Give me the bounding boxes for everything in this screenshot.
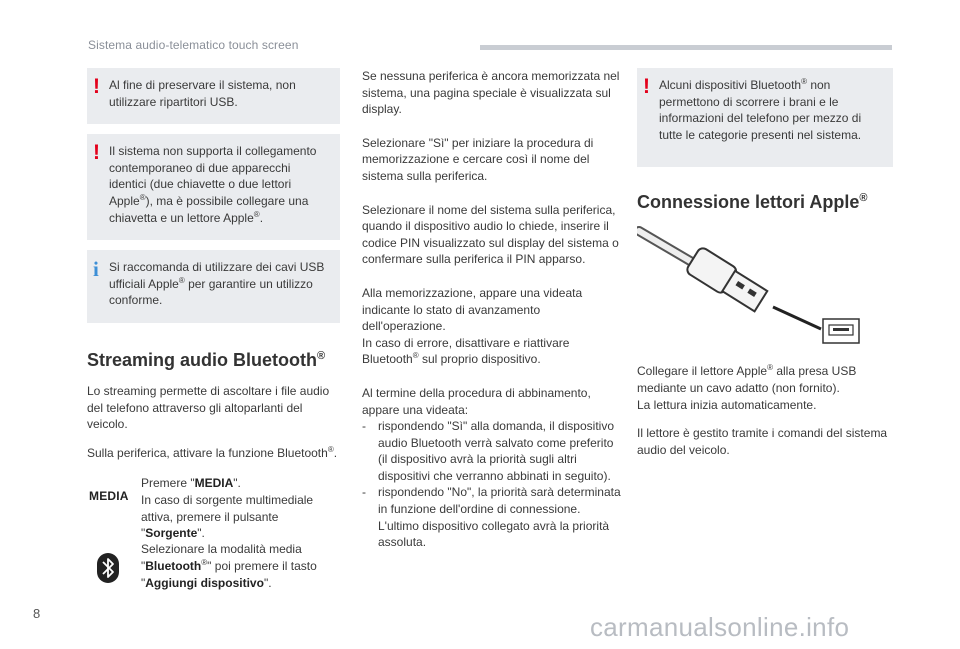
info-notice-cables xyxy=(87,250,340,323)
list-item: - rispondendo "No", la priorità sarà determinata in funzione dell'ordine di connessione. L'ultimo dispositivo collegato avrà la priorità assoluta. xyxy=(362,485,621,550)
section-heading-bluetooth: Streaming audio Bluetooth® xyxy=(87,349,326,370)
warning-text: Il sistema non supporta il collegamento contemporaneo di due apparecchi identici (due chiavette o due lettori Apple®), ma è possibile collegare una chiavetta e un lettore Apple®. xyxy=(109,144,317,225)
column-3 xyxy=(637,68,893,470)
paragraph: In caso di errore, disattivare e riattivare Bluetooth® sul proprio dispositivo. xyxy=(362,335,570,367)
section-heading-apple: Connessione lettori Apple® xyxy=(637,192,868,213)
paragraph: Se nessuna periferica è ancora memorizzata nel sistema, una pagina speciale è visualizzata sul display. xyxy=(362,69,620,117)
watermark: carmanualsonline.info xyxy=(590,612,850,642)
warning-icon: ! xyxy=(93,75,100,98)
paragraph: Al termine della procedura di abbinamento, appare una videata: xyxy=(362,385,591,417)
page-number: 8 xyxy=(33,606,41,621)
step-media xyxy=(87,475,340,541)
warning-icon: ! xyxy=(93,141,100,165)
paragraph: Sulla periferica, attivare la funzione Bluetooth®. xyxy=(87,444,338,460)
paragraph: Collegare il lettore Apple® alla presa USB mediante un cavo adatto (non fornito). La lettura inizia automaticamente. xyxy=(637,363,857,412)
media-button-icon: MEDIA xyxy=(89,489,129,504)
column-1 xyxy=(87,68,340,601)
warning-notice-usb-splitter xyxy=(87,68,340,124)
info-icon: i xyxy=(93,257,99,282)
step-text: Premere "MEDIA". In caso di sorgente multimediale attiva, premere il pulsante "Sorgente". xyxy=(141,476,314,541)
warning-text: Al fine di preservare il sistema, non utilizzare ripartitori USB. xyxy=(109,78,296,109)
list-item: - rispondendo "Sì" alla domanda, il dispositivo audio Bluetooth verrà salvato come preferito (il dispositivo avrà la priorità sugli altri dispositivi che verranno abbinati in seguito). xyxy=(362,419,614,483)
usb-connector-illustration xyxy=(637,225,893,355)
paragraph: Selezionare il nome del sistema sulla periferica, quando il dispositivo audio lo chiede, inserire il codice PIN visualizzato sul display del sistema o confermare sulla periferica il PIN apparso. xyxy=(362,202,619,267)
warning-icon: ! xyxy=(643,75,650,98)
paragraph: Alla memorizzazione, appare una videata indicante lo stato di avanzamento dell'operazione. xyxy=(362,285,583,334)
header-bar xyxy=(480,45,892,50)
step-bluetooth xyxy=(87,541,340,601)
warning-text: Alcuni dispositivi Bluetooth® non permettono di scorrere i brani e le informazioni del telefono per mezzo di tutte le categorie presenti nel sistema. xyxy=(659,77,862,142)
paragraph: Il lettore è gestito tramite i comandi del sistema audio del veicolo. xyxy=(637,426,888,457)
header-title: Sistema audio-telematico touch screen xyxy=(88,38,299,52)
bluetooth-icon xyxy=(97,553,119,583)
info-text: Si raccomanda di utilizzare dei cavi USB ufficiali Apple® per garantire un utilizzo conforme. xyxy=(109,260,325,308)
warning-notice-bluetooth-devices xyxy=(637,68,893,167)
paragraph: Selezionare "Sì" per iniziare la procedura di memorizzazione e cercare così il nome del sistema sulla periferica. xyxy=(362,135,594,183)
warning-notice-identical-devices xyxy=(87,134,340,240)
column-2 xyxy=(362,68,624,551)
step-text: Selezionare la modalità media "Bluetooth®" poi premere il tasto "Aggiungi dispositivo". xyxy=(141,542,317,590)
paragraph: Lo streaming permette di ascoltare i file audio del telefono attraverso gli altoparlanti del veicolo. xyxy=(87,383,330,432)
